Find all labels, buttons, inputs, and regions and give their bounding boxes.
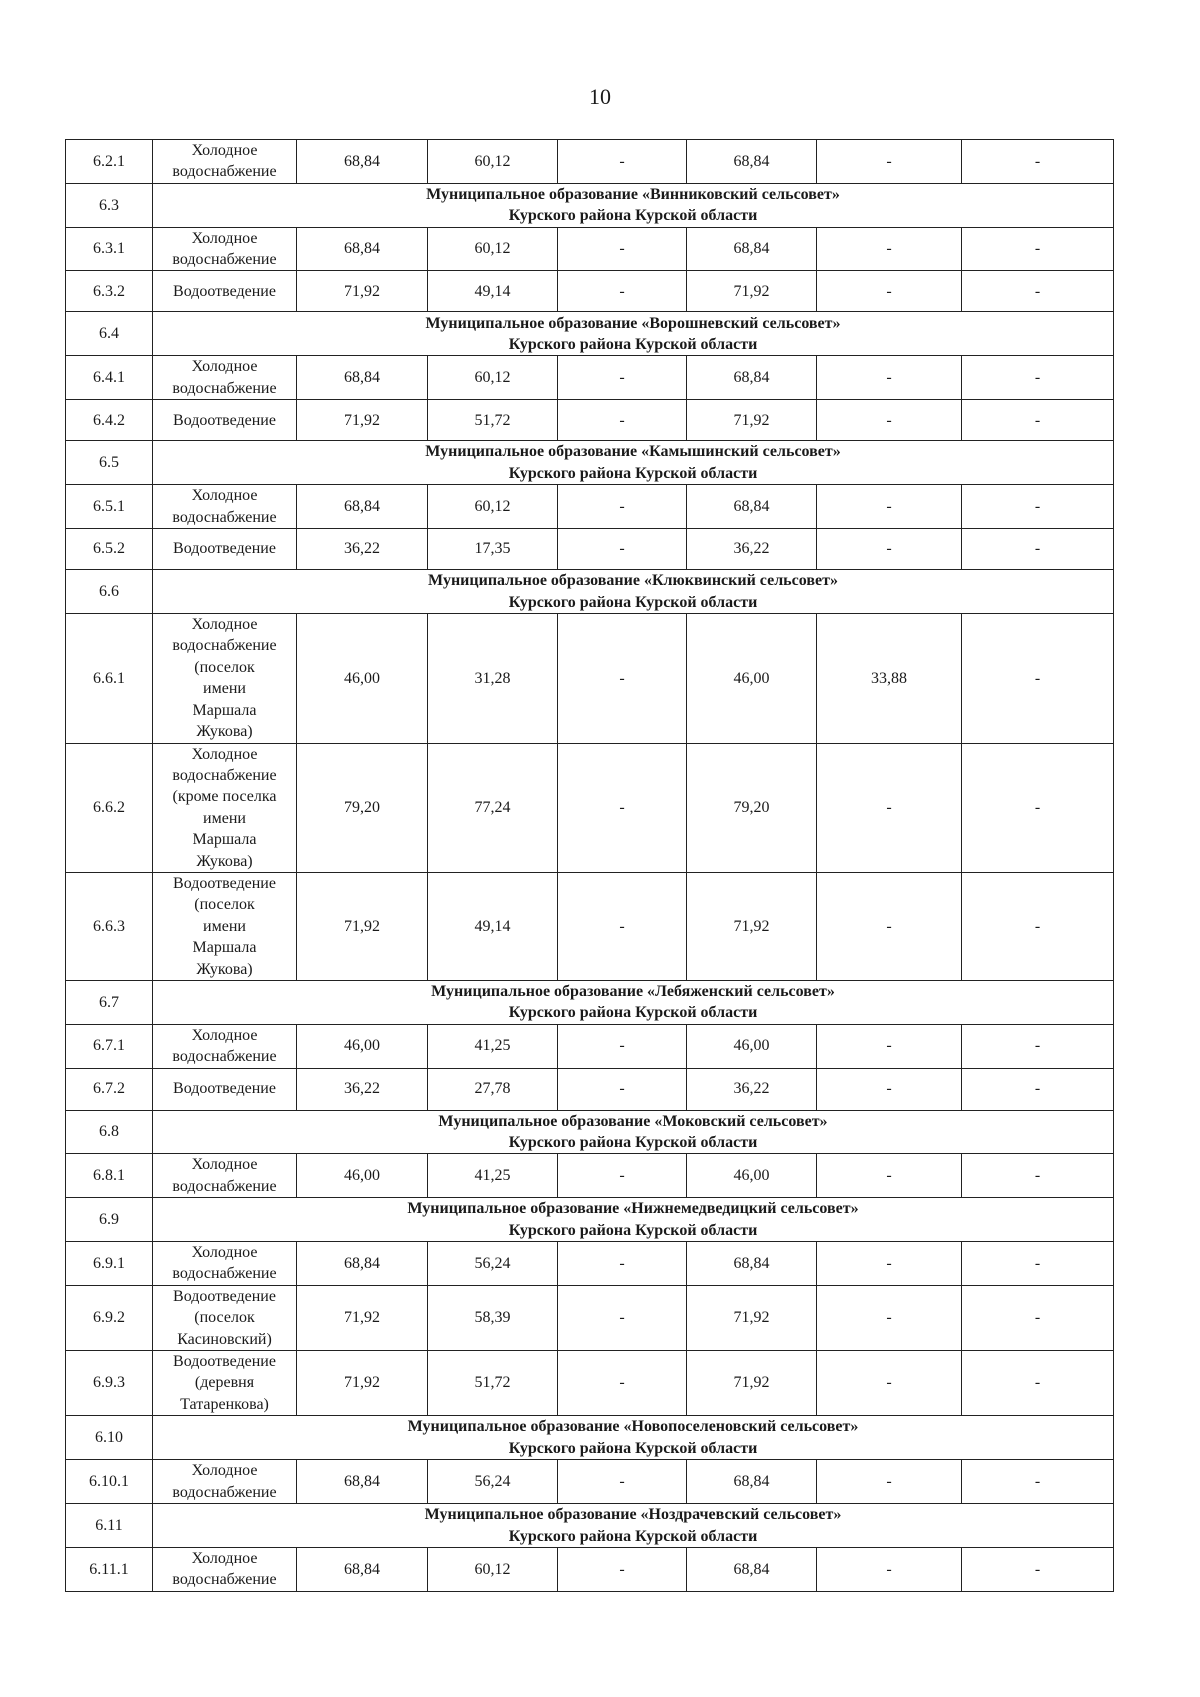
tariff-col-4-cell: 71,92: [687, 872, 817, 980]
service-name-cell: [153, 1242, 297, 1286]
service-name-line: (деревня: [194, 1374, 255, 1392]
table-row: [66, 227, 1114, 271]
service-name-line: Холодное: [191, 142, 258, 159]
row-number-cell: 6.4.2: [66, 400, 153, 441]
page-number: 10: [589, 84, 611, 109]
service-name-line: Холодное: [191, 1156, 258, 1174]
tariff-col-4-cell: 68,84: [687, 1242, 817, 1286]
section-header-row: [66, 312, 1114, 356]
service-name-line: Холодное: [191, 1549, 258, 1567]
row-number-cell: 6.9.2: [66, 1285, 153, 1350]
tariff-col-3-cell: -: [558, 485, 687, 529]
tariff-col-1-cell: 68,84: [297, 227, 428, 271]
service-name-line: Касиновский): [177, 1330, 272, 1348]
tariff-col-2-cell: 41,25: [428, 1024, 558, 1068]
service-name-line: Жукова): [196, 960, 253, 978]
row-number-cell: 6.9.1: [66, 1242, 153, 1286]
tariff-col-5-cell: -: [817, 1351, 962, 1416]
municipality-header-cell: [153, 1504, 1114, 1548]
municipality-header-cell: [153, 1198, 1114, 1242]
service-name-line: водоснабжение: [172, 1483, 277, 1501]
municipality-district: Курского района Курской области: [508, 593, 758, 611]
tariff-col-3-cell: -: [558, 140, 687, 184]
tariff-col-1-cell: 36,22: [297, 1068, 428, 1110]
row-number-cell: 6.6: [66, 570, 153, 614]
section-header-row: [66, 1504, 1114, 1548]
tariff-col-6-cell: -: [962, 227, 1114, 271]
section-header-row: [66, 570, 1114, 614]
tariff-col-5-cell: -: [817, 872, 962, 980]
row-number-cell: 6.5.1: [66, 485, 153, 529]
row-number-cell: 6.8: [66, 1110, 153, 1154]
service-name-cell: [153, 1351, 297, 1416]
tariff-col-1-cell: 71,92: [297, 1285, 428, 1350]
service-name-line: Водоотведение: [173, 874, 276, 892]
service-name-line: (поселок: [194, 658, 255, 676]
service-name-cell: [153, 529, 297, 570]
tariff-col-2-cell: 51,72: [428, 400, 558, 441]
service-name-line: Холодное: [191, 229, 258, 247]
tariff-col-6-cell: -: [962, 1024, 1114, 1068]
row-number-cell: 6.3.1: [66, 227, 153, 271]
tariff-table: [65, 139, 1114, 1592]
municipality-district: Курского района Курской области: [508, 1134, 758, 1151]
tariff-col-3-cell: -: [558, 356, 687, 400]
tariff-col-3-cell: -: [558, 1351, 687, 1416]
tariff-col-1-cell: 71,92: [297, 1351, 428, 1416]
tariff-col-6-cell: -: [962, 356, 1114, 400]
service-name-cell: [153, 1154, 297, 1198]
service-name-line: имени: [203, 917, 246, 935]
row-number-cell: 6.5: [66, 441, 153, 485]
row-number-cell: 6.11: [66, 1504, 153, 1548]
tariff-col-2-cell: 49,14: [428, 872, 558, 980]
tariff-col-5-cell: -: [817, 271, 962, 312]
tariff-col-5-cell: -: [817, 1068, 962, 1110]
tariff-col-3-cell: -: [558, 529, 687, 570]
tariff-col-1-cell: 68,84: [297, 1242, 428, 1286]
service-name-cell: [153, 1285, 297, 1350]
tariff-col-5-cell: -: [817, 529, 962, 570]
table-row: [66, 743, 1114, 872]
tariff-col-4-cell: 68,84: [687, 1547, 817, 1591]
tariff-col-1-cell: 68,84: [297, 1547, 428, 1591]
tariff-col-5-cell: -: [817, 743, 962, 872]
service-name-line: Водоотведение: [173, 411, 276, 429]
service-name-cell: [153, 1547, 297, 1591]
tariff-col-5-cell: -: [817, 400, 962, 441]
service-name-line: Водоотведение: [173, 1287, 276, 1305]
tariff-col-5-cell: -: [817, 1460, 962, 1504]
tariff-col-4-cell: 68,84: [687, 140, 817, 184]
table-row: [66, 356, 1114, 400]
service-name-line: водоснабжение: [172, 1048, 277, 1066]
tariff-col-2-cell: 31,28: [428, 614, 558, 743]
service-name-line: водоснабжение: [172, 1177, 277, 1195]
table-row: [66, 400, 1114, 441]
row-number-cell: 6.9.3: [66, 1351, 153, 1416]
service-name-cell: [153, 1068, 297, 1110]
row-number-cell: 6.5.2: [66, 529, 153, 570]
tariff-col-2-cell: 60,12: [428, 1547, 558, 1591]
table-row: [66, 1285, 1114, 1350]
tariff-col-6-cell: -: [962, 872, 1114, 980]
tariff-col-3-cell: -: [558, 1285, 687, 1350]
municipality-header-cell: [153, 312, 1114, 356]
municipality-header-cell: [153, 1416, 1114, 1460]
tariff-col-4-cell: 71,92: [687, 1285, 817, 1350]
tariff-col-6-cell: -: [962, 1547, 1114, 1591]
tariff-col-5-cell: -: [817, 140, 962, 184]
service-name-cell: [153, 1024, 297, 1068]
tariff-col-2-cell: 27,78: [428, 1068, 558, 1110]
tariff-col-1-cell: 36,22: [297, 529, 428, 570]
table-row: [66, 1068, 1114, 1110]
municipality-district: Курского района Курской области: [508, 1527, 758, 1545]
municipality-district: Курского района Курской области: [508, 464, 758, 482]
service-name-line: водоснабжение: [172, 766, 277, 784]
table-row: [66, 1547, 1114, 1591]
service-name-line: Водоотведение: [173, 282, 276, 300]
tariff-col-1-cell: 46,00: [297, 1154, 428, 1198]
tariff-col-4-cell: 79,20: [687, 743, 817, 872]
tariff-col-6-cell: -: [962, 1242, 1114, 1286]
tariff-col-3-cell: -: [558, 614, 687, 743]
service-name-cell: [153, 140, 297, 184]
tariff-col-6-cell: -: [962, 1068, 1114, 1110]
row-number-cell: 6.2.1: [66, 140, 153, 184]
service-name-line: Холодное: [191, 1462, 258, 1480]
service-name-line: Маршала: [192, 939, 257, 957]
table-row: [66, 485, 1114, 529]
tariff-col-6-cell: -: [962, 1351, 1114, 1416]
tariff-col-1-cell: 79,20: [297, 743, 428, 872]
municipality-district: Курского района Курской области: [508, 335, 758, 353]
service-name-cell: [153, 1460, 297, 1504]
service-name-line: Холодное: [191, 1244, 258, 1262]
table-row: [66, 872, 1114, 980]
municipality-district: Курского района Курской области: [508, 1221, 758, 1239]
table-row: [66, 1351, 1114, 1416]
service-name-cell: [153, 356, 297, 400]
tariff-col-4-cell: 46,00: [687, 1024, 817, 1068]
municipality-header-cell: [153, 1110, 1114, 1154]
service-name-line: водоснабжение: [172, 637, 277, 655]
section-header-row: [66, 1110, 1114, 1154]
service-name-line: водоснабжение: [172, 508, 277, 526]
tariff-col-5-cell: -: [817, 1285, 962, 1350]
tariff-col-1-cell: 68,84: [297, 1460, 428, 1504]
tariff-col-2-cell: 77,24: [428, 743, 558, 872]
service-name-line: имени: [203, 809, 246, 827]
table-row: [66, 140, 1114, 184]
tariff-col-5-cell: -: [817, 1024, 962, 1068]
row-number-cell: 6.6.2: [66, 743, 153, 872]
tariff-col-6-cell: -: [962, 743, 1114, 872]
service-name-cell: [153, 614, 297, 743]
municipality-title: Муниципальное образование «Ноздрачевский сельсовет»: [424, 1506, 842, 1524]
row-number-cell: 6.11.1: [66, 1547, 153, 1591]
table-row: [66, 1024, 1114, 1068]
row-number-cell: 6.10: [66, 1416, 153, 1460]
tariff-col-1-cell: 71,92: [297, 400, 428, 441]
tariff-col-6-cell: -: [962, 485, 1114, 529]
tariff-col-3-cell: -: [558, 1460, 687, 1504]
table-row: [66, 1460, 1114, 1504]
tariff-col-2-cell: 60,12: [428, 140, 558, 184]
service-name-line: (поселок: [194, 1309, 255, 1327]
service-name-line: Холодное: [191, 616, 258, 634]
tariff-col-4-cell: 36,22: [687, 529, 817, 570]
service-name-line: (поселок: [194, 896, 255, 914]
municipality-header-cell: [153, 441, 1114, 485]
service-name-line: (кроме поселка: [172, 788, 277, 806]
table-row: [66, 529, 1114, 570]
table-row: [66, 1242, 1114, 1286]
tariff-col-4-cell: 68,84: [687, 1460, 817, 1504]
municipality-title: Муниципальное образование «Моковский сельсовет»: [438, 1112, 828, 1130]
service-name-line: водоснабжение: [172, 251, 277, 269]
municipality-title: Муниципальное образование «Новопоселеновский сельсовет»: [407, 1418, 859, 1436]
municipality-title: Муниципальное образование «Клюквинский сельсовет»: [428, 572, 838, 590]
tariff-col-6-cell: -: [962, 1154, 1114, 1198]
service-name-line: Холодное: [191, 487, 258, 505]
service-name-line: Холодное: [191, 745, 258, 763]
municipality-header-cell: [153, 980, 1114, 1024]
tariff-col-1-cell: 71,92: [297, 271, 428, 312]
service-name-cell: [153, 743, 297, 872]
tariff-col-6-cell: -: [962, 614, 1114, 743]
section-header-row: [66, 980, 1114, 1024]
tariff-table-body: [66, 140, 1114, 1592]
municipality-title: Муниципальное образование «Камышинский сельсовет»: [425, 443, 841, 461]
tariff-col-2-cell: 56,24: [428, 1242, 558, 1286]
table-row: [66, 614, 1114, 743]
municipality-district: Курского района Курской области: [508, 1439, 758, 1457]
tariff-col-2-cell: 58,39: [428, 1285, 558, 1350]
service-name-line: Водоотведение: [173, 540, 276, 558]
municipality-title: Муниципальное образование «Винниковский сельсовет»: [426, 185, 840, 203]
tariff-col-3-cell: -: [558, 872, 687, 980]
service-name-cell: [153, 872, 297, 980]
tariff-col-3-cell: -: [558, 1242, 687, 1286]
table-row: [66, 1154, 1114, 1198]
tariff-col-5-cell: -: [817, 485, 962, 529]
tariff-col-2-cell: 17,35: [428, 529, 558, 570]
service-name-line: Холодное: [191, 358, 258, 376]
row-number-cell: 6.7: [66, 980, 153, 1024]
tariff-col-2-cell: 49,14: [428, 271, 558, 312]
service-name-cell: [153, 271, 297, 312]
service-name-line: водоснабжение: [172, 379, 277, 397]
tariff-col-3-cell: -: [558, 400, 687, 441]
service-name-line: Маршала: [192, 831, 257, 849]
tariff-col-3-cell: -: [558, 271, 687, 312]
municipality-district: Курского района Курской области: [508, 207, 758, 225]
tariff-col-3-cell: -: [558, 227, 687, 271]
service-name-line: Жукова): [196, 852, 253, 870]
service-name-cell: [153, 227, 297, 271]
municipality-header-cell: [153, 570, 1114, 614]
tariff-col-3-cell: -: [558, 743, 687, 872]
row-number-cell: 6.10.1: [66, 1460, 153, 1504]
service-name-line: Маршала: [192, 701, 257, 719]
tariff-col-6-cell: -: [962, 1460, 1114, 1504]
service-name-line: водоснабжение: [172, 1265, 277, 1283]
tariff-col-1-cell: 46,00: [297, 614, 428, 743]
tariff-col-4-cell: 68,84: [687, 485, 817, 529]
tariff-col-3-cell: -: [558, 1154, 687, 1198]
tariff-col-5-cell: -: [817, 1242, 962, 1286]
tariff-col-3-cell: -: [558, 1068, 687, 1110]
tariff-col-6-cell: -: [962, 140, 1114, 184]
tariff-col-1-cell: 46,00: [297, 1024, 428, 1068]
row-number-cell: 6.8.1: [66, 1154, 153, 1198]
tariff-col-6-cell: -: [962, 400, 1114, 441]
tariff-col-1-cell: 68,84: [297, 140, 428, 184]
tariff-col-4-cell: 46,00: [687, 614, 817, 743]
tariff-col-3-cell: -: [558, 1024, 687, 1068]
service-name-line: водоснабжение: [172, 163, 277, 181]
municipality-title: Муниципальное образование «Лебяженский сельсовет»: [431, 982, 835, 1000]
row-number-cell: 6.4.1: [66, 356, 153, 400]
tariff-col-4-cell: 71,92: [687, 271, 817, 312]
row-number-cell: 6.3: [66, 183, 153, 227]
section-header-row: [66, 1416, 1114, 1460]
tariff-col-1-cell: 68,84: [297, 485, 428, 529]
tariff-col-4-cell: 36,22: [687, 1068, 817, 1110]
service-name-line: Татаренкова): [180, 1395, 269, 1413]
tariff-col-3-cell: -: [558, 1547, 687, 1591]
tariff-col-4-cell: 71,92: [687, 400, 817, 441]
tariff-col-4-cell: 68,84: [687, 356, 817, 400]
row-number-cell: 6.6.1: [66, 614, 153, 743]
municipality-district: Курского района Курской области: [508, 1004, 758, 1022]
municipality-title: Муниципальное образование «Нижнемедведицкий сельсовет»: [407, 1200, 859, 1218]
row-number-cell: 6.7.1: [66, 1024, 153, 1068]
row-number-cell: 6.7.2: [66, 1068, 153, 1110]
section-header-row: [66, 1198, 1114, 1242]
service-name-line: Холодное: [191, 1026, 258, 1044]
tariff-col-5-cell: -: [817, 356, 962, 400]
section-header-row: [66, 441, 1114, 485]
municipality-header-cell: [153, 183, 1114, 227]
service-name-line: Водоотведение: [173, 1080, 276, 1098]
service-name-cell: [153, 400, 297, 441]
tariff-col-6-cell: -: [962, 529, 1114, 570]
tariff-col-6-cell: -: [962, 271, 1114, 312]
tariff-col-4-cell: 71,92: [687, 1351, 817, 1416]
tariff-col-1-cell: 71,92: [297, 872, 428, 980]
section-header-row: [66, 183, 1114, 227]
service-name-line: имени: [203, 680, 246, 698]
service-name-cell: [153, 485, 297, 529]
tariff-col-2-cell: 60,12: [428, 356, 558, 400]
tariff-col-5-cell: -: [817, 1547, 962, 1591]
tariff-col-2-cell: 56,24: [428, 1460, 558, 1504]
municipality-title: Муниципальное образование «Ворошневский сельсовет»: [425, 314, 841, 332]
tariff-col-5-cell: -: [817, 1154, 962, 1198]
tariff-col-4-cell: 46,00: [687, 1154, 817, 1198]
tariff-col-2-cell: 51,72: [428, 1351, 558, 1416]
tariff-col-4-cell: 68,84: [687, 227, 817, 271]
row-number-cell: 6.3.2: [66, 271, 153, 312]
service-name-line: Водоотведение: [173, 1353, 276, 1371]
table-row: [66, 271, 1114, 312]
tariff-col-5-cell: 33,88: [817, 614, 962, 743]
tariff-col-6-cell: -: [962, 1285, 1114, 1350]
row-number-cell: 6.6.3: [66, 872, 153, 980]
tariff-col-2-cell: 60,12: [428, 227, 558, 271]
tariff-col-5-cell: -: [817, 227, 962, 271]
row-number-cell: 6.4: [66, 312, 153, 356]
tariff-col-1-cell: 68,84: [297, 356, 428, 400]
service-name-line: Жукова): [196, 723, 253, 741]
service-name-line: водоснабжение: [172, 1571, 277, 1589]
tariff-col-2-cell: 60,12: [428, 485, 558, 529]
row-number-cell: 6.9: [66, 1198, 153, 1242]
tariff-col-2-cell: 41,25: [428, 1154, 558, 1198]
